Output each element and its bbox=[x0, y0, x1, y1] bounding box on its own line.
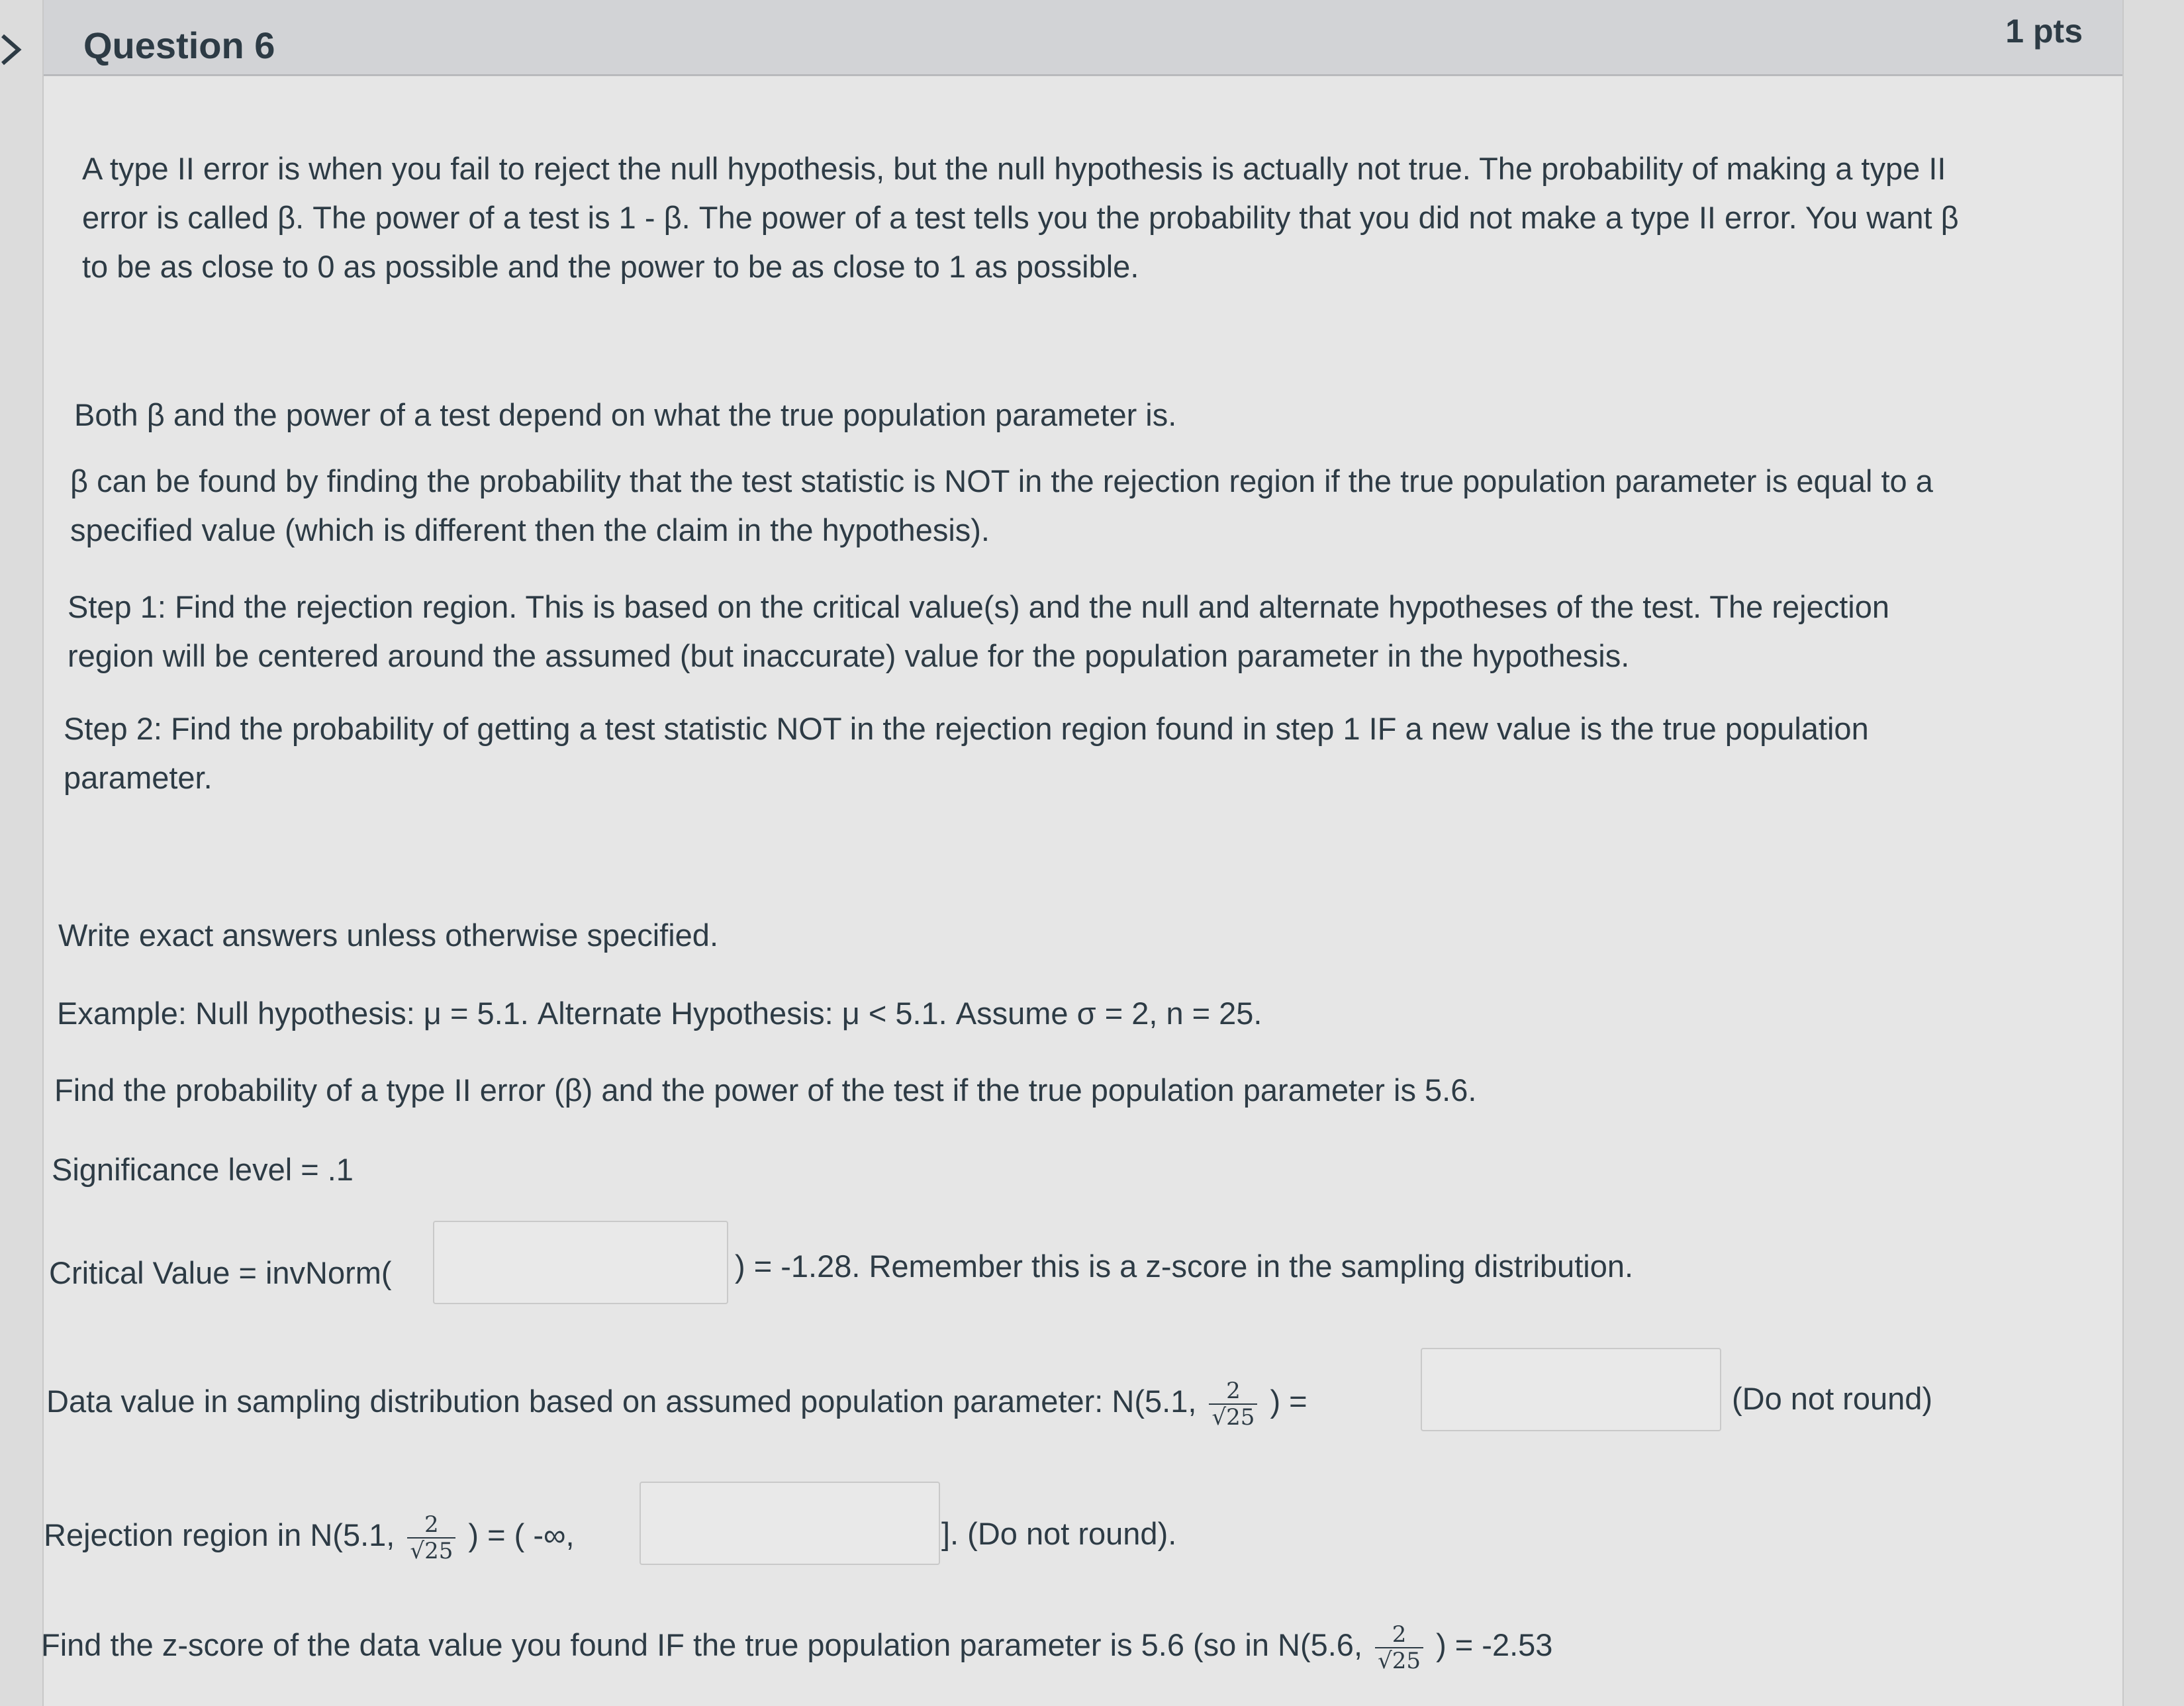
step1-paragraph bbox=[68, 583, 1889, 681]
step1-line-2: region will be centered around the assumed (but inaccurate) value for the population parameter in the hypothesis. bbox=[68, 638, 1630, 673]
find-probability-text: Find the probability of a type II error (β) and the power of the test if the true population parameter is 5.6. bbox=[54, 1072, 1477, 1108]
significance-text: Significance level = .1 bbox=[52, 1152, 354, 1187]
zscore-fraction bbox=[1375, 1622, 1423, 1674]
rejection-region-input[interactable] bbox=[640, 1482, 940, 1565]
critical-prefix: Critical Value = invNorm( bbox=[49, 1255, 392, 1290]
intro-line-3: to be as close to 0 as possible and the power to be as close to 1 as possible. bbox=[82, 249, 1139, 284]
fraction-denominator: √25 bbox=[1211, 1403, 1255, 1431]
data-value-input[interactable] bbox=[1421, 1348, 1721, 1431]
intro-line-1: A type II error is when you fail to reject the null hypothesis, but the null hypothesis is actually not true. The probability of making a type II bbox=[82, 151, 1946, 186]
fraction-numerator: 2 bbox=[1375, 1622, 1423, 1648]
beta-found-paragraph bbox=[70, 457, 1933, 555]
question-card bbox=[42, 0, 2124, 1706]
zscore-row bbox=[41, 1621, 1552, 1674]
rejection-row bbox=[44, 1511, 575, 1564]
step1-line-1: Step 1: Find the rejection region. This is based on the critical value(s) and the null and alternate hypotheses of the test. The rejection bbox=[68, 589, 1890, 624]
fraction-numerator: 2 bbox=[1209, 1378, 1257, 1405]
rejection-fraction bbox=[407, 1512, 455, 1564]
beta-found-line-1: β can be found by finding the probability that the test statistic is NOT in the rejection region if the true population parameter is equal to a bbox=[70, 463, 1933, 498]
chevron-right-icon[interactable] bbox=[0, 33, 24, 66]
write-exact-text: Write exact answers unless otherwise specified. bbox=[58, 918, 719, 953]
step2-line-1: Step 2: Find the probability of getting a test statistic NOT in the rejection region found in step 1 IF a new value is the true population bbox=[64, 711, 1869, 746]
question-title: Question 6 bbox=[83, 24, 275, 66]
data-value-row bbox=[46, 1377, 1307, 1430]
data-value-after-fraction: ) = bbox=[1270, 1384, 1307, 1419]
beta-found-line-2: specified value (which is different then the claim in the hypothesis). bbox=[70, 512, 990, 547]
fraction-denominator: √25 bbox=[410, 1537, 453, 1564]
rejection-suffix: ]. (Do not round). bbox=[941, 1516, 1177, 1551]
fraction-numerator: 2 bbox=[407, 1512, 455, 1539]
rejection-after-fraction: ) = ( -∞, bbox=[468, 1517, 575, 1552]
question-points: 1 pts bbox=[2005, 13, 2083, 50]
intro-line-2: error is called β. The power of a test is 1 - β. The power of a test tells you the probability that you did not make a type II error. You want β bbox=[82, 200, 1959, 235]
zscore-prefix: Find the z-score of the data value you found IF the true population parameter is 5.6 (so in N(5.6, bbox=[41, 1627, 1363, 1662]
critical-suffix: ) = -1.28. Remember this is a z-score in the sampling distribution. bbox=[735, 1249, 1634, 1284]
example-text: Example: Null hypothesis: μ = 5.1. Alternate Hypothesis: μ < 5.1. Assume σ = 2, n = 25. bbox=[57, 996, 1262, 1031]
step2-line-2: parameter. bbox=[64, 760, 213, 795]
both-paragraph: Both β and the power of a test depend on what the true population parameter is. bbox=[74, 397, 1177, 432]
question-header bbox=[44, 0, 2122, 76]
zscore-suffix: ) = -2.53 bbox=[1436, 1627, 1553, 1662]
step2-paragraph bbox=[64, 704, 1869, 802]
rejection-prefix: Rejection region in N(5.1, bbox=[44, 1517, 395, 1552]
fraction-denominator: √25 bbox=[1378, 1647, 1421, 1674]
intro-paragraph bbox=[82, 144, 1959, 291]
critical-value-input[interactable] bbox=[433, 1221, 728, 1304]
data-value-prefix: Data value in sampling distribution based on assumed population parameter: N(5.1, bbox=[46, 1384, 1197, 1419]
data-value-suffix: (Do not round) bbox=[1732, 1381, 1933, 1416]
data-value-fraction bbox=[1209, 1378, 1257, 1430]
